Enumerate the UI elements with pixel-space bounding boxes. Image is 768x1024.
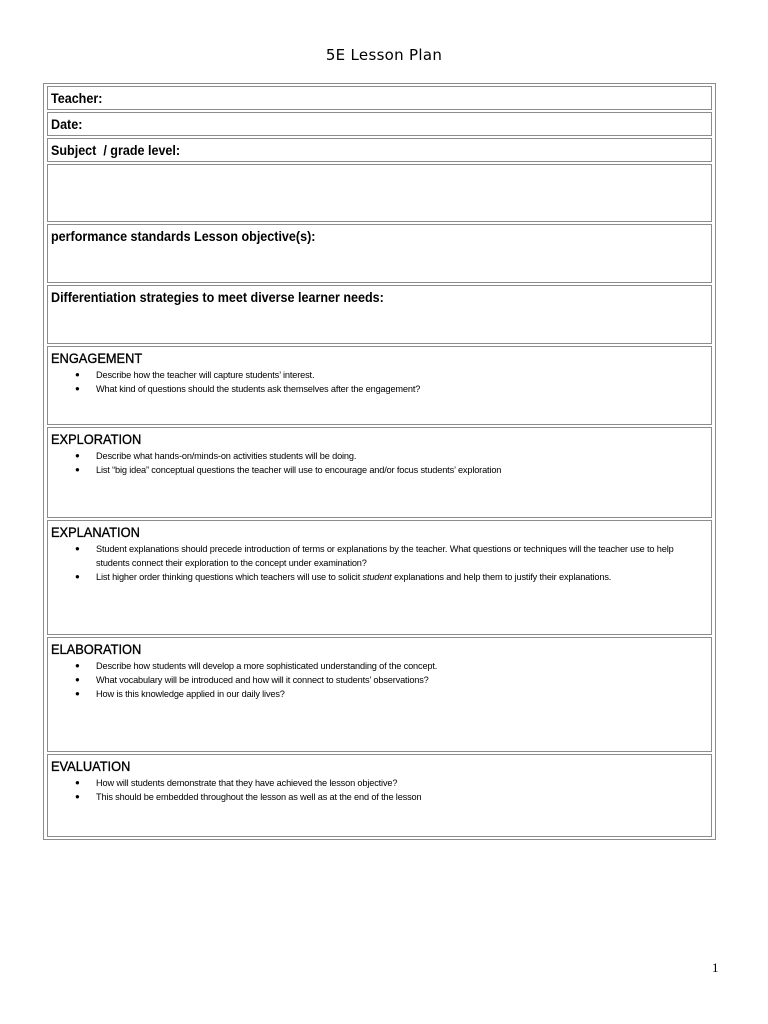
explanation-bullets	[51, 542, 711, 584]
list-item: ● What kind of questions should the students ask themselves after the engagement?	[75, 384, 421, 394]
bullet-icon: ●	[75, 384, 80, 393]
explanation-heading: EXPLANATION	[51, 525, 140, 540]
subject-grade-row[interactable]	[47, 138, 712, 162]
elaboration-section[interactable]	[47, 637, 712, 752]
list-item: ● How is this knowledge applied in our daily lives?	[75, 689, 285, 699]
bullet-icon: ●	[75, 465, 80, 474]
evaluation-section[interactable]	[47, 754, 712, 837]
teacher-label: Teacher:	[51, 91, 103, 106]
exploration-section[interactable]	[47, 427, 712, 518]
bullet-icon: ●	[75, 572, 80, 581]
page-number: 1	[712, 960, 719, 975]
lesson-plan-table	[43, 83, 716, 840]
exploration-heading: EXPLORATION	[51, 432, 142, 447]
list-item: ● List “big idea” conceptual questions the teacher will use to encourage and/or focus students’ exploration	[75, 465, 502, 475]
bullet-icon: ●	[75, 778, 80, 787]
objectives-row[interactable]	[47, 224, 712, 283]
bullet-icon: ●	[75, 661, 80, 670]
date-row[interactable]	[47, 112, 712, 136]
bullet-icon: ●	[75, 544, 80, 553]
list-item: ● This should be embedded throughout the lesson as well as at the end of the lesson	[75, 792, 422, 802]
bullet-icon: ●	[75, 675, 80, 684]
differentiation-label: Differentiation strategies to meet diverse learner needs:	[51, 290, 384, 305]
blank-row[interactable]	[47, 164, 712, 222]
bullet-icon: ●	[75, 370, 80, 379]
student-emphasis: student	[362, 572, 392, 582]
subject-grade-label: Subject / grade level:	[51, 143, 181, 158]
list-item: ● List higher order thinking questions which teachers will use to solicit student explanations and help them to justify their explanations.	[75, 572, 612, 582]
evaluation-heading: EVALUATION	[51, 759, 131, 774]
elaboration-heading: ELABORATION	[51, 642, 142, 657]
evaluation-bullets	[51, 776, 711, 804]
bullet-icon: ●	[75, 451, 80, 460]
objectives-label: performance standards Lesson objective(s):	[51, 229, 316, 244]
differentiation-row[interactable]	[47, 285, 712, 344]
elaboration-bullets	[51, 659, 711, 701]
list-item: ● Describe how students will develop a more sophisticated understanding of the concept.	[75, 661, 438, 671]
engagement-bullets	[51, 368, 711, 396]
bullet-icon: ●	[75, 792, 80, 801]
explanation-section[interactable]	[47, 520, 712, 635]
list-item: ● How will students demonstrate that they have achieved the lesson objective?	[75, 778, 398, 788]
exploration-bullets	[51, 449, 711, 477]
engagement-heading: ENGAGEMENT	[51, 351, 143, 366]
date-label: Date:	[51, 117, 83, 132]
list-item: ● Student explanations should precede introduction of terms or explanations by the teacher. What questions or techniques will the teacher use to help students connect their exploration to the concept under examination?	[75, 544, 674, 568]
bullet-icon: ●	[75, 689, 80, 698]
list-item: ● What vocabulary will be introduced and how will it connect to students’ observations?	[75, 675, 429, 685]
engagement-section[interactable]	[47, 346, 712, 425]
document-title: 5E Lesson Plan	[325, 46, 443, 64]
list-item: ● Describe what hands-on/minds-on activities students will be doing.	[75, 451, 357, 461]
list-item: ● Describe how the teacher will capture students’ interest.	[75, 370, 315, 380]
teacher-row[interactable]	[47, 86, 712, 110]
